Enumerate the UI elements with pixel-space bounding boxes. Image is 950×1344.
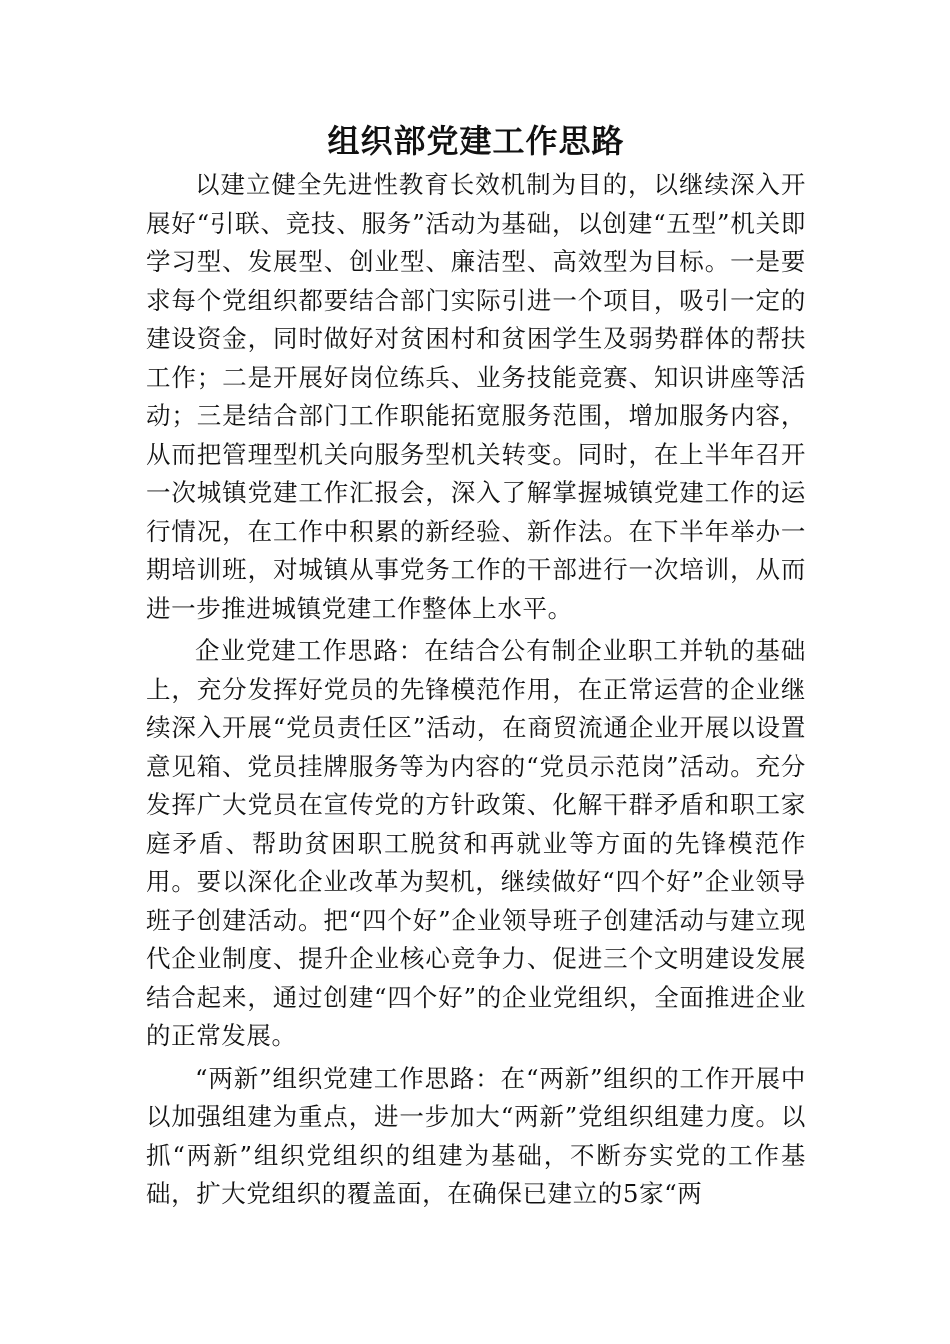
document-title: 组织部党建工作思路: [327, 122, 625, 160]
paragraph-2: 企业党建工作思路：在结合公有制企业职工并轨的基础上，充分发挥好党员的先锋模范作用，在正常运营的企业继续深入开展“党员责任区”活动，在商贸流通企业开展以设置意见箱、党员挂牌服务等为内容的“党员示范岗”活动。充分发挥广大党员在宣传党的方针政策、化解干群矛盾和职工家庭矛盾、帮助贫困职工脱贫和再就业等方面的先锋模范作用。要以深化企业改革为契机，继续做好“四个好”企业领导班子创建活动。把“四个好”企业领导班子创建活动与建立现代企业制度、提升企业核心竞争力、促进三个文明建设发展结合起来，通过创建“四个好”的企业党组织，全面推进企业的正常发展。: [146, 636, 806, 1050]
paragraph-3: “两新”组织党建工作思路：在“两新”组织的工作开展中以加强组建为重点，进一步加大“两新”党组织组建力度。以抓“两新”组织党组织的组建为基础，不断夯实党的工作基础，扩大党组织的覆盖面，在确保已建立的5家“两: [146, 1063, 806, 1208]
document-page: [146, 118, 806, 1218]
paragraph-1: 以建立健全先进性教育长效机制为目的，以继续深入开展好“引联、竞技、服务”活动为基础，以创建“五型”机关即学习型、发展型、创业型、廉洁型、高效型为目标。一是要求每个党组织都要结合部门实际引进一个项目，吸引一定的建设资金，同时做好对贫困村和贫困学生及弱势群体的帮扶工作；二是开展好岗位练兵、业务技能竞赛、知识讲座等活动；三是结合部门工作职能拓宽服务范围，增加服务内容，从而把管理型机关向服务型机关转变。同时，在上半年召开一次城镇党建工作汇报会，深入了解掌握城镇党建工作的运行情况，在工作中积累的新经验、新作法。在下半年举办一期培训班，对城镇从事党务工作的干部进行一次培训，从而进一步推进城镇党建工作整体上水平。: [146, 170, 806, 623]
